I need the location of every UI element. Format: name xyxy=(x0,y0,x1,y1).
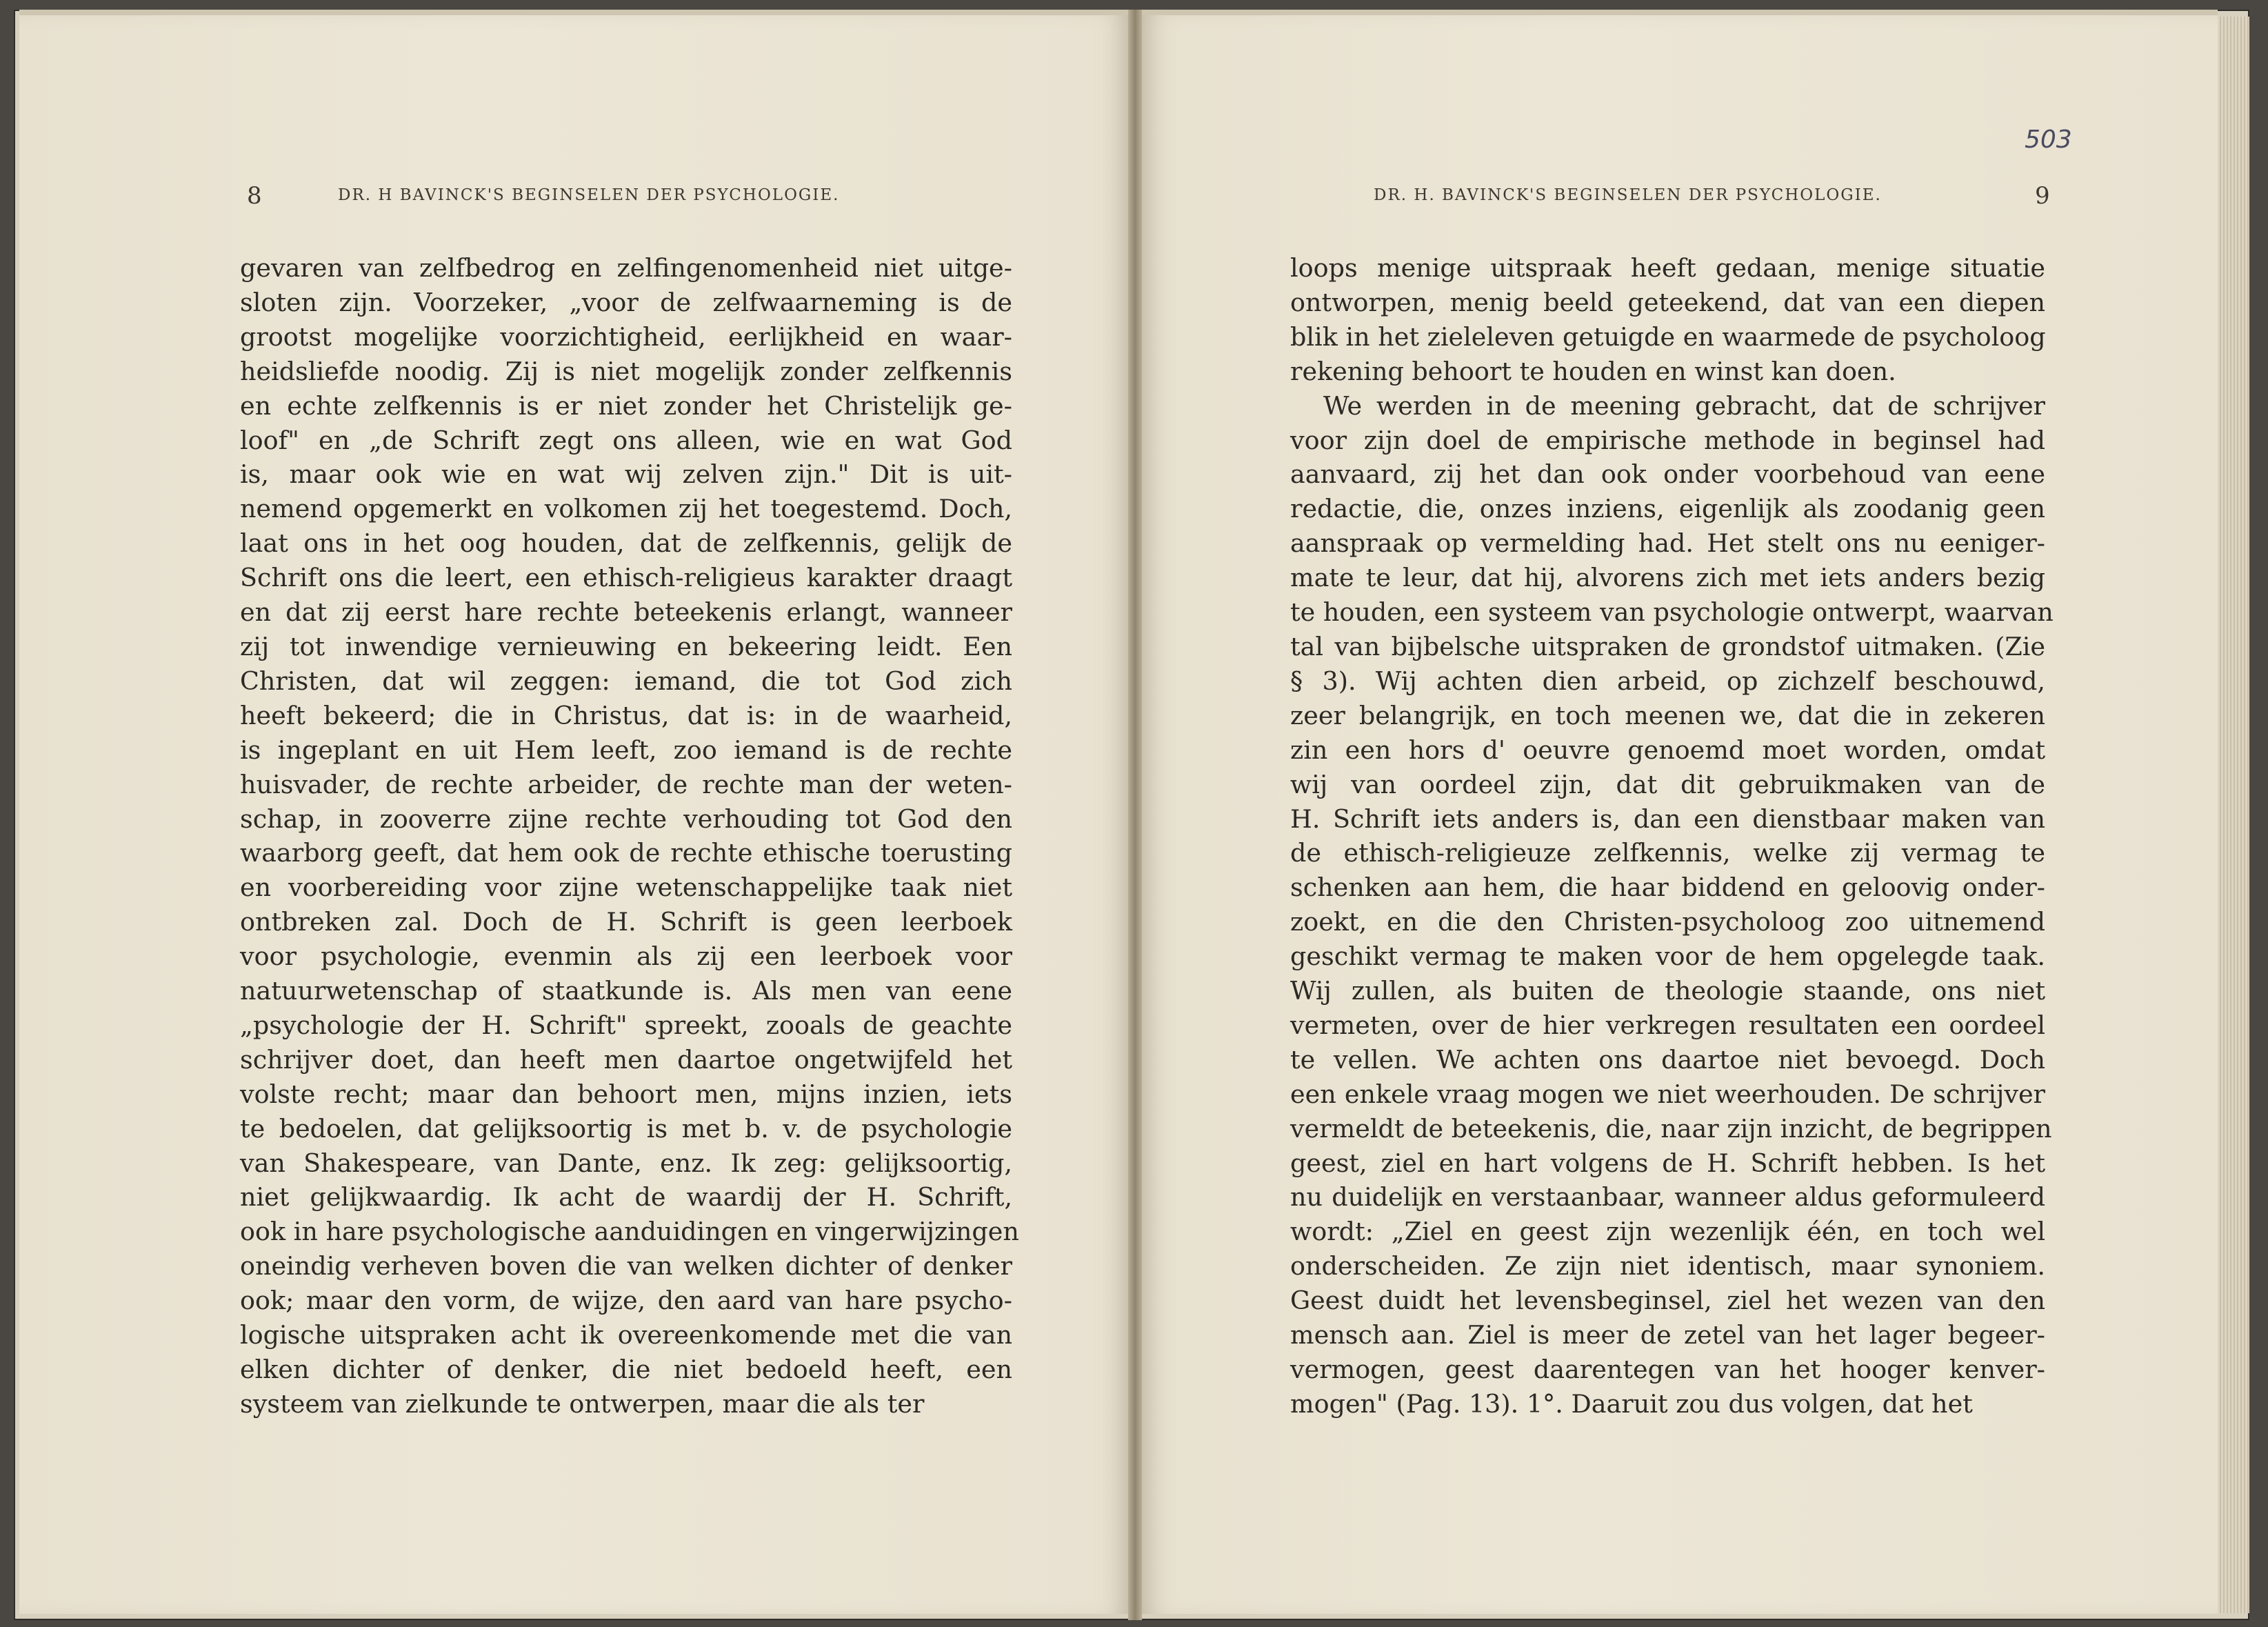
text-line: te houden, een systeem van psychologie ontwerpt, waarvan xyxy=(1290,597,2054,628)
text-line: loof" en „de Schrift zegt ons alleen, wie en wat God xyxy=(240,425,1012,455)
text-line: tal van bijbelsche uitspraken de grondstof uitmaken. (Zie xyxy=(1290,631,2045,661)
text-line: Christen, dat wil zeggen: iemand, die tot God zich xyxy=(240,666,1012,696)
text-line: huisvader, de rechte arbeider, de rechte man der weten- xyxy=(240,769,1012,799)
left-page-number: 8 xyxy=(247,182,262,210)
text-line: wordt: „Ziel en geest zijn wezenlijk één, en toch wel xyxy=(1290,1217,2045,1247)
text-line: voor zijn doel de empirische methode in beginsel had xyxy=(1290,425,2045,455)
left-page xyxy=(19,15,1128,1614)
text-line: volste recht; maar dan behoort men, mijns inzien, iets xyxy=(240,1079,1012,1109)
text-line: § 3). Wij achten dien arbeid, op zichzelf beschouwd, xyxy=(1290,666,2045,696)
text-line: onderscheiden. Ze zijn niet identisch, maar synoniem. xyxy=(1290,1251,2045,1281)
text-line: en echte zelfkennis is er niet zonder het Christelijk ge- xyxy=(240,390,1012,421)
text-line: grootst mogelijke voorzichtigheid, eerlijkheid en waar- xyxy=(240,321,1012,352)
text-line: logische uitspraken acht ik overeenkomende met die van xyxy=(240,1320,1012,1350)
left-page-text xyxy=(240,251,1019,1421)
text-line: vermeten, over de hier verkregen resultaten een oordeel xyxy=(1290,1010,2045,1040)
text-line: waarborg geeft, dat hem ook de rechte ethische toerusting xyxy=(240,838,1012,868)
text-line: en voorbereiding voor zijne wetenschappelijke taak niet xyxy=(240,872,1012,903)
text-line: gevaren van zelfbedrog en zelfingenomenheid niet uitge- xyxy=(240,253,1012,283)
text-line: geest, ziel en hart volgens de H. Schrift hebben. Is het xyxy=(1290,1148,2045,1178)
handwritten-page-note: 503 xyxy=(2025,126,2072,154)
text-line: ook in hare psychologische aanduidingen en vingerwijzingen xyxy=(240,1217,1019,1247)
text-line: aanvaard, zij het dan ook onder voorbehoud van eene xyxy=(1290,459,2045,490)
text-line: zeer belangrijk, en toch meenen we, dat die in zekeren xyxy=(1290,700,2045,730)
text-line: zij tot inwendige vernieuwing en bekeering leidt. Een xyxy=(240,631,1012,661)
text-line: rekening behoort te houden en winst kan doen. xyxy=(1290,356,1896,386)
text-line: aanspraak op vermelding had. Het stelt ons nu eeniger- xyxy=(1290,528,2045,559)
text-line: en dat zij eerst hare rechte beteekenis erlangt, wanneer xyxy=(240,597,1012,628)
text-line: laat ons in het oog houden, dat de zelfkennis, gelijk de xyxy=(240,528,1012,559)
text-line: Wij zullen, als buiten de theologie staande, ons niet xyxy=(1290,976,2045,1006)
text-line: schap, in zooverre zijne rechte verhouding tot God den xyxy=(240,803,1012,834)
text-line: mensch aan. Ziel is meer de zetel van het lager begeer- xyxy=(1290,1320,2045,1350)
text-line: natuurwetenschap of staatkunde is. Als men van eene xyxy=(240,976,1012,1006)
text-line: heidsliefde noodig. Zij is niet mogelijk zonder zelfkennis xyxy=(240,356,1012,386)
text-line: sloten zijn. Voorzeker, „voor de zelfwaarneming is de xyxy=(240,287,1012,317)
text-line: schenken aan hem, die haar biddend en geloovig onder- xyxy=(1290,872,2045,903)
text-line: Schrift ons die leert, een ethisch-religieus karakter draagt xyxy=(240,563,1012,593)
right-page-number: 9 xyxy=(2035,182,2050,210)
open-book xyxy=(14,10,2249,1620)
text-line: ontworpen, menig beeld geteekend, dat van een diepen xyxy=(1290,287,2045,317)
text-line: oneindig verheven boven die van welken dichter of denker xyxy=(240,1251,1012,1281)
text-line: systeem van zielkunde te ontwerpen, maar die als ter xyxy=(240,1388,925,1419)
text-line: nemend opgemerkt en volkomen zij het toegestemd. Doch, xyxy=(240,494,1012,524)
text-line: te vellen. We achten ons daartoe niet bevoegd. Doch xyxy=(1290,1044,2045,1075)
text-line: elken dichter of denker, die niet bedoeld heeft, een xyxy=(240,1355,1012,1384)
text-line: We werden in de meening gebracht, dat de schrijver xyxy=(1323,390,2045,421)
right-running-head: DR. H. BAVINCK'S BEGINSELEN DER PSYCHOLOGIE. xyxy=(1374,186,1882,204)
text-line: niet gelijkwaardig. Ik acht de waardij der H. Schrift, xyxy=(240,1182,1012,1212)
text-line: „psychologie der H. Schrift" spreekt, zooals de geachte xyxy=(240,1010,1012,1040)
right-page-text xyxy=(1290,251,2054,1421)
text-line: voor psychologie, evenmin als zij een leerboek voor xyxy=(240,941,1012,972)
text-line: is ingeplant en uit Hem leeft, zoo iemand is de rechte xyxy=(240,735,1012,765)
text-line: zoekt, en die den Christen-psycholoog zoo uitnemend xyxy=(1290,907,2045,937)
text-line: te bedoelen, dat gelijksoortig is met b. v. de psychologie xyxy=(240,1113,1012,1144)
text-line: van Shakespeare, van Dante, enz. Ik zeg: gelijksoortig, xyxy=(240,1148,1012,1178)
text-line: vermeldt de beteekenis, die, naar zijn inzicht, de begrippen xyxy=(1290,1113,2052,1144)
right-page xyxy=(1142,15,2218,1614)
text-line: heeft bekeerd; die in Christus, dat is: in de waarheid, xyxy=(240,700,1012,730)
text-line: zin een hors d' oeuvre genoemd moet worden, omdat xyxy=(1290,735,2045,765)
text-line: redactie, die, onzes inziens, eigenlijk als zoodanig geen xyxy=(1290,494,2045,524)
text-line: blik in het zieleleven getuigde en waarmede de psycholoog xyxy=(1290,321,2046,352)
text-line: mate te leur, dat hij, alvorens zich met iets anders bezig xyxy=(1290,563,2045,593)
text-line: nu duidelijk en verstaanbaar, wanneer aldus geformuleerd xyxy=(1290,1182,2045,1212)
left-running-head: DR. H BAVINCK'S BEGINSELEN DER PSYCHOLOGIE. xyxy=(338,186,840,204)
text-line: ontbreken zal. Doch de H. Schrift is geen leerboek xyxy=(240,907,1012,937)
text-line: loops menige uitspraak heeft gedaan, menige situatie xyxy=(1290,253,2045,283)
text-line: ook; maar den vorm, de wijze, den aard van hare psycho- xyxy=(240,1286,1012,1316)
text-line: vermogen, geest daarentegen van het hooger kenver- xyxy=(1290,1355,2045,1384)
text-line: wij van oordeel zijn, dat dit gebruikmaken van de xyxy=(1290,769,2045,799)
book-fore-edge xyxy=(2218,17,2249,1613)
text-line: schrijver doet, dan heeft men daartoe ongetwijfeld het xyxy=(240,1044,1012,1075)
text-line: is, maar ook wie en wat wij zelven zijn." Dit is uit- xyxy=(240,459,1012,490)
text-line: mogen" (Pag. 13). 1°. Daaruit zou dus volgen, dat het xyxy=(1290,1388,1973,1419)
text-line: de ethisch-religieuze zelfkennis, welke zij vermag te xyxy=(1290,838,2045,868)
book-gutter xyxy=(1128,10,1142,1620)
text-line: een enkele vraag mogen we niet weerhouden. De schrijver xyxy=(1290,1079,2045,1109)
text-line: H. Schrift iets anders is, dan een dienstbaar maken van xyxy=(1290,803,2045,834)
text-line: geschikt vermag te maken voor de hem opgelegde taak. xyxy=(1290,941,2045,972)
text-line: Geest duidt het levensbeginsel, ziel het wezen van den xyxy=(1290,1286,2045,1316)
